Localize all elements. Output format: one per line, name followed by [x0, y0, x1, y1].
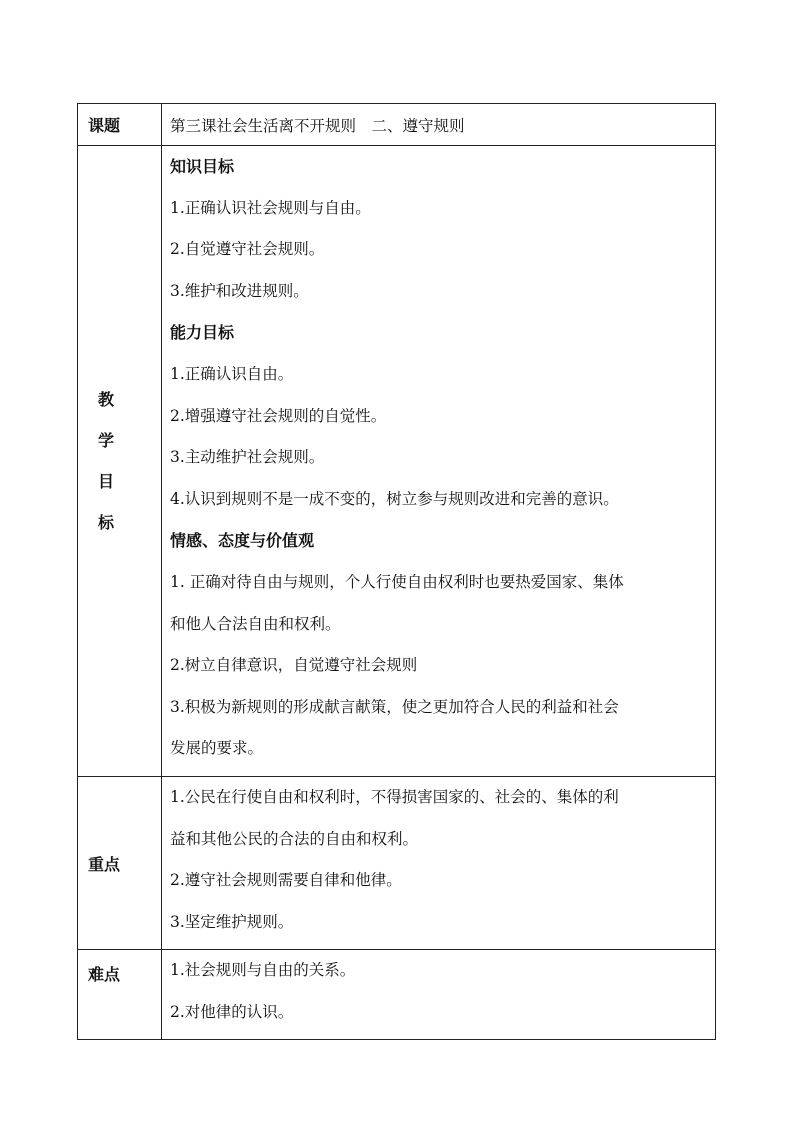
- knowledge-goal-item: 2.自觉遵守社会规则。: [170, 240, 325, 259]
- knowledge-goals-heading: 知识目标: [170, 157, 235, 176]
- ability-goals-heading: 能力目标: [170, 323, 235, 343]
- key-points-content: [162, 776, 716, 949]
- difficulties-label: 难点: [78, 950, 162, 1040]
- emotion-goal-line: 3.积极为新规则的形成献言献策，使之更加符合人民的利益和社会: [170, 697, 619, 716]
- difficulty-line: 1.社会规则与自由的关系。: [170, 961, 356, 980]
- difficulty-line: 2.对他律的认识。: [170, 1002, 294, 1021]
- key-points-label: 重点: [78, 776, 162, 949]
- ability-goal-item: 4.认识到规则不是一成不变的，树立参与规则改进和完善的意识。: [170, 489, 619, 508]
- key-points-row: [78, 776, 716, 949]
- emotion-goal-line: 发展的要求。: [170, 739, 264, 758]
- topic-label: 课题: [78, 104, 162, 146]
- emotion-goal-line: 2.树立自律意识，自觉遵守社会规则: [170, 656, 418, 675]
- teaching-goals-label: [78, 146, 162, 777]
- emotion-goals-heading: 情感、态度与价值观: [170, 531, 315, 551]
- key-point-line: 益和其他公民的合法的自由和权利。: [170, 829, 419, 848]
- lesson-plan-table: [77, 103, 716, 1040]
- emotion-goal-line: 1. 正确对待自由与规则，个人行使自由权利时也要热爱国家、集体: [170, 572, 624, 591]
- ability-goal-item: 3.主动维护社会规则。: [170, 448, 325, 467]
- key-point-line: 2.遵守社会规则需要自律和他律。: [170, 871, 402, 890]
- key-point-line: 3.坚定维护规则。: [170, 912, 294, 931]
- emotion-goal-line: 和他人合法自由和权利。: [170, 614, 341, 633]
- topic-row: [78, 104, 716, 146]
- topic-title: 第三课社会生活离不开规则 二、遵守规则: [162, 104, 716, 146]
- teaching-goals-content: [162, 146, 716, 777]
- difficulties-content: [162, 950, 716, 1040]
- ability-goal-item: 1.正确认识自由。: [170, 364, 294, 383]
- key-point-line: 1.公民在行使自由和权利时，不得损害国家的、社会的、集体的利: [170, 787, 619, 806]
- knowledge-goal-item: 3.维护和改进规则。: [170, 281, 309, 300]
- teaching-goals-row: [78, 146, 716, 777]
- ability-goal-item: 2.增强遵守社会规则的自觉性。: [170, 406, 387, 425]
- difficulties-row: [78, 950, 716, 1040]
- teaching-goals-label-char: 目: [98, 471, 115, 491]
- teaching-goals-label-char: 教: [98, 389, 115, 409]
- teaching-goals-label-char: 学: [98, 430, 115, 450]
- knowledge-goal-item: 1.正确认识社会规则与自由。: [170, 198, 371, 217]
- teaching-goals-label-char: 标: [98, 512, 115, 532]
